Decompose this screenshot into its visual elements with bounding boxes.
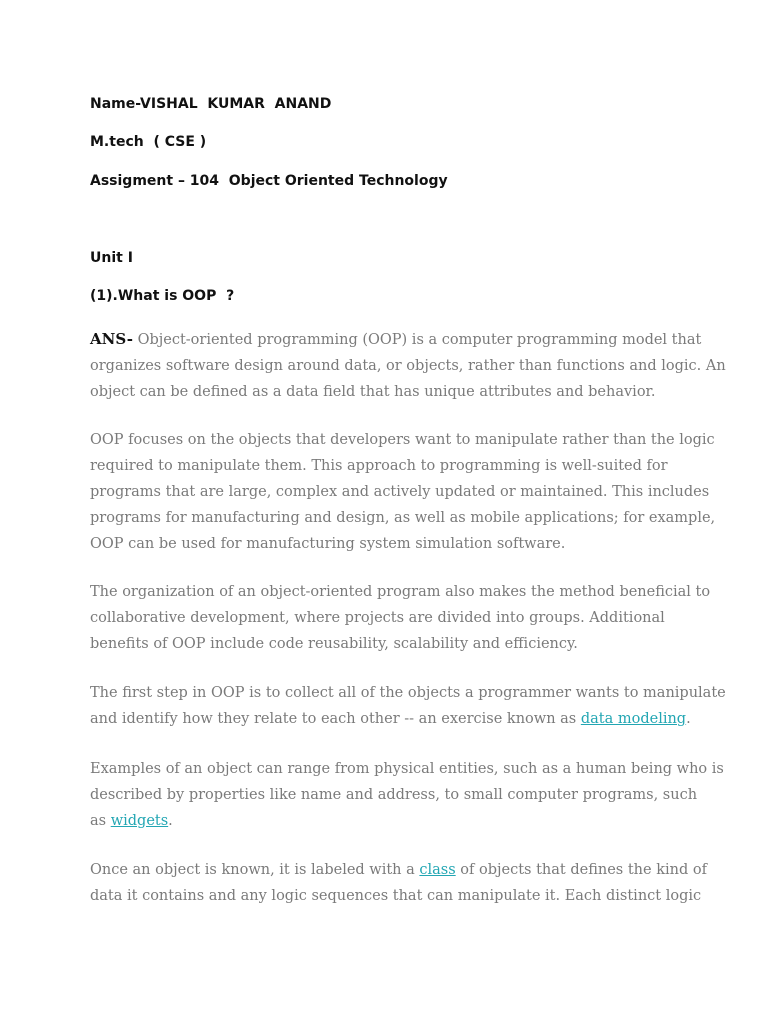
answer-paragraph-1: ANS- Object-oriented programming (OOP) is a computer programming model that organizes software design around data, or objects, rather than functions and logic. An object can be defined as a data field that has unique attributes and behavior.: [90, 330, 726, 400]
ans-label: ANS-: [90, 330, 133, 348]
answer-paragraph-5: Examples of an object can range from physical entities, such as a human being who is described by properties like name and address, to small computer programs, such as widgets.: [90, 761, 724, 829]
widgets-link[interactable]: widgets: [110, 813, 169, 829]
unit-heading: Unit I: [90, 250, 133, 266]
answer-paragraph-2: OOP focuses on the objects that developers want to manipulate rather than the logic required to manipulate them. This approach to programming is well-suited for programs that are large, complex and actively updated or maintained. This includes programs for manufacturing and design, as well as mobile applications; for example, OOP can be used for manufacturing system simulation software.: [90, 432, 716, 552]
question-heading: (1).What is OOP ?: [90, 288, 235, 304]
student-name: Name-VISHAL KUMAR ANAND: [90, 96, 332, 112]
assignment-title: Assigment – 104 Object Oriented Technology: [90, 173, 448, 189]
answer-paragraph-6: Once an object is known, it is labeled with a class of objects that defines the kind of data it contains and any logic sequences that can manipulate it. Each distinct logic: [90, 862, 707, 904]
answer-paragraph-3: The organization of an object-oriented program also makes the method beneficial to collaborative development, where projects are divided into groups. Additional benefits of OOP include code reusability, scalability and efficiency.: [90, 584, 711, 652]
course-line: M.tech ( CSE ): [90, 134, 207, 150]
data-modeling-link[interactable]: data modeling: [580, 711, 687, 727]
answer-paragraph-4: The first step in OOP is to collect all of the objects a programmer wants to manipulate and identify how they relate to each other -- an exercise known as data modeling.: [90, 685, 726, 727]
class-link[interactable]: class: [419, 862, 456, 878]
